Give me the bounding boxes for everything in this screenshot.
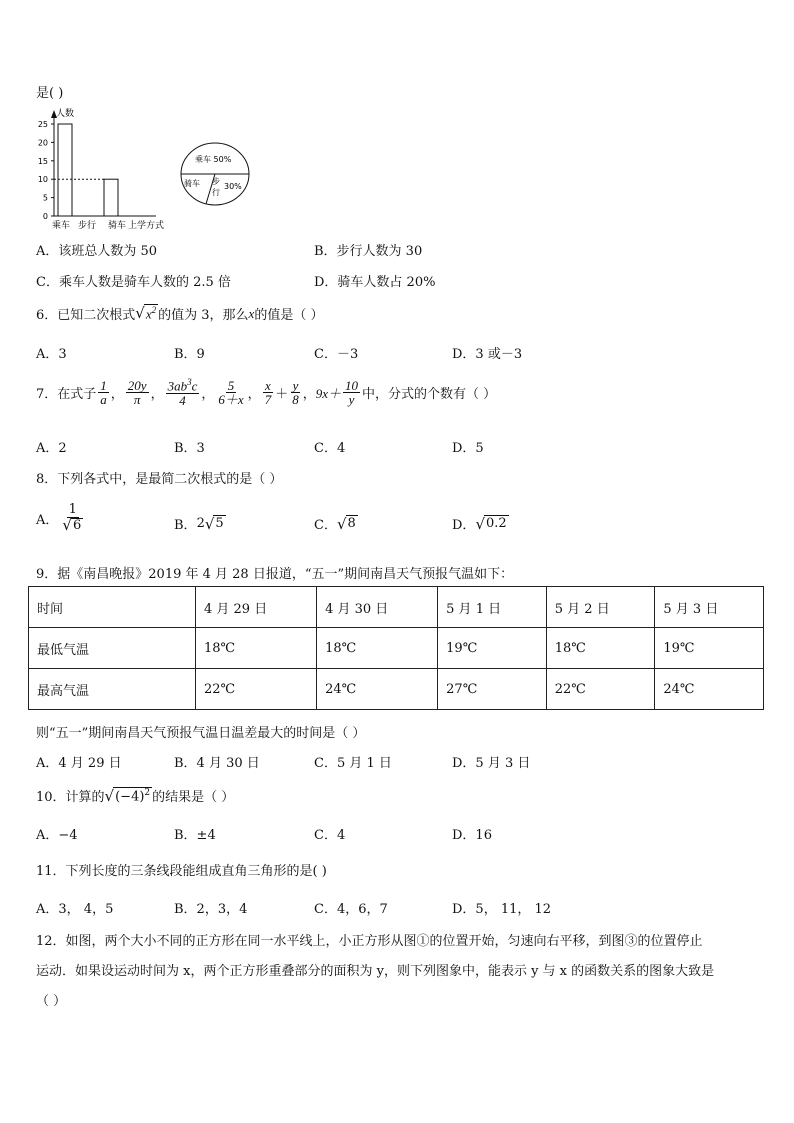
q7-fraction-5: $\frac{x}{7}$: [264, 377, 272, 408]
q8-option-c-radical: √ 8: [336, 514, 356, 533]
q7-fraction-2: $\frac{20y}{\pi}$: [127, 377, 147, 408]
q7-option-b[interactable]: B．3: [174, 441, 205, 456]
q12-stem-line-2: 运动．如果设运动时间为 x，两个正方形重叠部分的面积为 y，则下列图象中，能表示 y 与 x 的函数关系的图象大致是: [36, 964, 715, 979]
bar-chart: [34, 104, 174, 232]
q7-sep: ，: [247, 387, 261, 403]
pie-label-walk-2: 行: [212, 188, 220, 197]
table-cell: 19℃: [438, 628, 547, 669]
q5-option-a[interactable]: A．该班总人数为 50: [36, 244, 158, 259]
table-cell: 4 月 29 日: [196, 587, 317, 628]
q5-option-c[interactable]: C．乘车人数是骑车人数的 2.5 倍: [36, 275, 231, 290]
q10-option-d[interactable]: D．16: [452, 828, 492, 843]
q7-stem: [36, 378, 496, 408]
q10-option-a[interactable]: A．−4: [36, 828, 78, 843]
y-tick-label: 10: [37, 175, 48, 185]
q8-option-b-label: B．: [174, 518, 197, 533]
q7-stem-pre: 7．在式子: [36, 387, 97, 403]
q10-radical: √ $(-4)^2$: [104, 786, 151, 805]
q7-fraction-6: $\frac{y}{8}$: [292, 377, 299, 408]
table-cell: 24℃: [317, 669, 438, 710]
y-tick-label: 0: [42, 212, 48, 221]
q7-sep: ，: [150, 387, 164, 403]
table-cell: 5 月 2 日: [546, 587, 655, 628]
q6-stem-pre: 6．已知二次根式: [36, 308, 136, 323]
q9-option-c[interactable]: C．5 月 1 日: [314, 756, 392, 771]
q9-option-d[interactable]: D．5 月 3 日: [452, 756, 531, 771]
q9-option-b[interactable]: B．4 月 30 日: [174, 756, 260, 771]
table-cell: 22℃: [196, 669, 317, 710]
pie-label-bus: 乘车 50%: [195, 155, 232, 164]
q8-option-c-label: C．: [314, 518, 337, 533]
temperature-table: [28, 586, 764, 710]
q5-stem-tail: 是( ): [36, 86, 64, 101]
q10-stem-post: 的结果是（ ）: [152, 790, 235, 805]
q6-option-a[interactable]: A．3: [36, 347, 67, 362]
y-tick-label: 15: [37, 156, 48, 166]
q11-stem: 11．下列长度的三条线段能组成直角三角形的是( ): [36, 864, 327, 879]
q8-option-b-coef: 2: [196, 516, 205, 531]
table-cell: 4 月 30 日: [317, 587, 438, 628]
q8-option-a-label: A．: [36, 512, 59, 528]
q11-option-b[interactable]: B．2，3，4: [174, 902, 248, 917]
table-cell: 时间: [29, 587, 196, 628]
bar-chart-cat-1: 步行: [78, 221, 97, 231]
q10-stem: [36, 786, 234, 805]
y-tick-label: 25: [37, 120, 48, 129]
q11-option-c[interactable]: C．4，6，7: [314, 902, 388, 917]
q10-radicand-exp: 2: [144, 787, 151, 798]
q7-option-d[interactable]: D．5: [452, 441, 484, 456]
table-cell: 18℃: [546, 628, 655, 669]
q8-option-a[interactable]: [36, 503, 87, 533]
q11-option-d[interactable]: D．5， 11， 12: [452, 902, 552, 917]
table-cell: 19℃: [655, 628, 764, 669]
bar-乘车: [58, 124, 72, 216]
table-row-high: [29, 669, 764, 710]
bar-chart-ylabel: 人数: [56, 109, 75, 119]
q6-radicand: x: [145, 306, 152, 322]
q7-fraction-1: $\frac{1}{a}$: [100, 377, 107, 408]
q12-stem-line-3: （ ）: [36, 994, 67, 1009]
pie-label-walk-1: 步: [212, 177, 220, 186]
q10-option-c[interactable]: C．4: [314, 828, 346, 843]
q8-option-c[interactable]: [314, 514, 358, 533]
q6-variable: x: [248, 305, 255, 321]
q6-radical: √ $x^2$: [135, 304, 157, 323]
q7-plus: ＋: [275, 387, 289, 403]
q8-stem: 8．下列各式中，是最简二次根式的是（ ）: [36, 472, 283, 487]
q8-option-d-radical: √ 0.2: [475, 514, 507, 533]
table-cell: 最高气温: [29, 669, 196, 710]
q10-radicand: (−4): [115, 788, 145, 804]
pie-label-walk-pct: 30%: [224, 182, 242, 191]
q6-stem: [36, 304, 323, 323]
q10-option-b[interactable]: B．±4: [174, 828, 216, 843]
bar-chart-cat-0: 乘车: [52, 221, 71, 231]
table-cell: 18℃: [317, 628, 438, 669]
bar-chart-cat-2: 骑车: [108, 221, 127, 231]
q7-expression-7-pre: 9x＋: [315, 386, 341, 402]
q6-radicand-exp: 2: [151, 305, 157, 316]
q9-option-a[interactable]: A．4 月 29 日: [36, 756, 122, 771]
q8-option-b[interactable]: [174, 514, 226, 533]
q12-stem-line-1: 12．如图，两个大小不同的正方形在同一水平线上，小正方形从图①的位置开始，匀速向右平移，到图③的位置停止: [36, 934, 703, 949]
q7-option-c[interactable]: C．4: [314, 441, 346, 456]
table-cell: 5 月 1 日: [438, 587, 547, 628]
q7-option-a[interactable]: A．2: [36, 441, 67, 456]
q5-option-b[interactable]: B．步行人数为 30: [314, 244, 423, 259]
table-cell: 27℃: [438, 669, 547, 710]
q10-stem-pre: 10．计算的: [36, 790, 105, 805]
q7-sep: ，: [110, 387, 124, 403]
q11-option-a[interactable]: A．3， 4，5: [36, 902, 114, 917]
q7-fraction-4: $\frac{5}{6+x}$: [218, 377, 244, 408]
q7-stem-post: 中，分式的个数有（ ）: [362, 387, 497, 403]
table-cell: 18℃: [196, 628, 317, 669]
q5-option-d[interactable]: D．骑车人数占 20%: [314, 275, 436, 290]
q8-option-d[interactable]: [452, 514, 509, 533]
pie-chart: [178, 140, 252, 210]
table-cell: 24℃: [655, 669, 764, 710]
q7-sep: ，: [302, 387, 316, 403]
q6-stem-post: 的值是（ ）: [254, 308, 324, 323]
q7-sep: ，: [201, 387, 215, 403]
bar-骑车: [104, 179, 118, 216]
q9-question: 则“五一”期间南昌天气预报气温日温差最大的时间是（ ）: [36, 726, 366, 741]
q8-option-d-label: D．: [452, 518, 476, 533]
q6-stem-mid: 的值为 3，那么: [158, 308, 249, 323]
pie-label-bike: 骑车: [184, 179, 200, 188]
q6-option-d[interactable]: D．3 或－3: [452, 347, 523, 362]
q7-fraction-3: $\frac{3ab^3c}{4}$: [167, 377, 198, 408]
table-cell: 最低气温: [29, 628, 196, 669]
q8-option-a-fraction: 1 √ 6: [62, 502, 82, 534]
q9-stem: 9．据《南昌晚报》2019 年 4 月 28 日报道，“五一”期间南昌天气预报气温如下：: [36, 567, 514, 582]
table-header-row: [29, 587, 764, 628]
table-cell: 22℃: [546, 669, 655, 710]
q6-option-c[interactable]: C．－3: [314, 347, 359, 362]
y-tick-label: 5: [42, 193, 48, 203]
bar-chart-xlabel: 上学方式: [128, 221, 165, 231]
table-row-low: [29, 628, 764, 669]
q7-fraction-7: $\frac{10}{y}$: [345, 377, 358, 408]
y-tick-label: 20: [37, 138, 48, 148]
q6-option-b[interactable]: B．9: [174, 347, 205, 362]
q8-option-b-radical: √ 5: [204, 514, 224, 533]
table-cell: 5 月 3 日: [655, 587, 764, 628]
